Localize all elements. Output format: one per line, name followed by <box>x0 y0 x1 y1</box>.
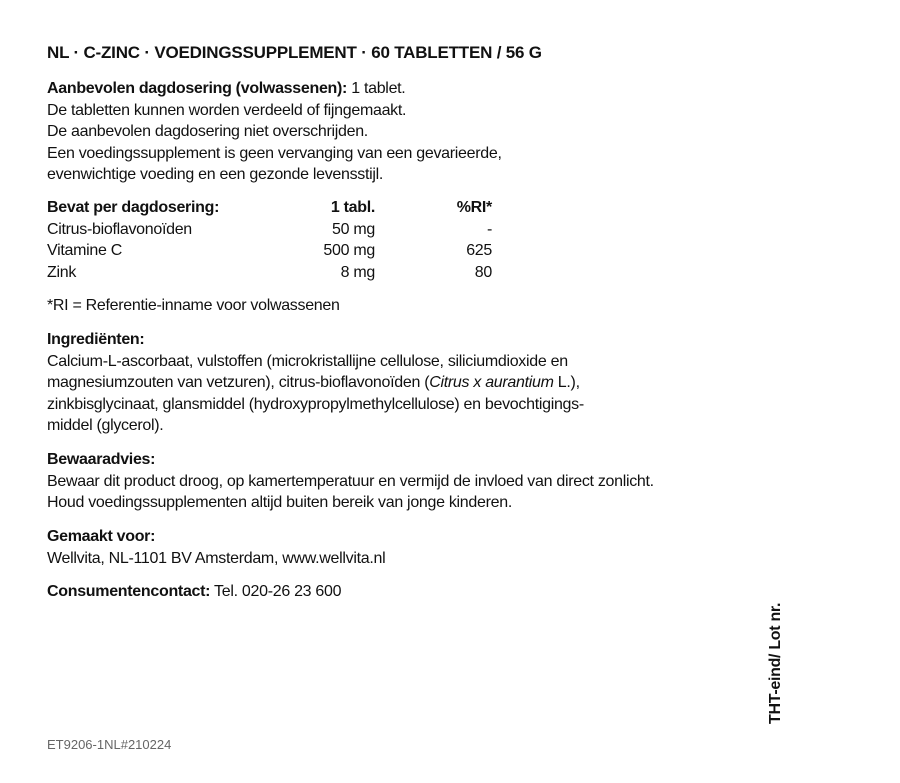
ingredients-line <box>47 372 584 394</box>
ingredients-line: Calcium-L-ascorbaat, vulstoffen (microkristallijne cellulose, siliciumdioxide en <box>47 352 568 370</box>
contact-value: Tel. 020-26 23 600 <box>210 583 342 600</box>
table-cell: - <box>486 220 492 238</box>
dosage-section <box>47 78 502 186</box>
dosage-line: De tabletten kunnen worden verdeeld of fijngemaakt. <box>47 101 407 119</box>
ingredients-title: Ingrediënten: <box>47 331 145 348</box>
table-header: Bevat per dagdosering: <box>47 199 220 216</box>
table-cell: Vitamine C <box>47 242 122 259</box>
table-cell: 500 mg <box>323 242 375 259</box>
dosage-label: Aanbevolen dagdosering (volwassenen): <box>47 80 348 97</box>
ingredients-text: L.), <box>553 374 580 391</box>
storage-title: Bewaaradvies: <box>47 451 156 468</box>
made-for-section <box>47 526 385 569</box>
made-for-text: Wellvita, NL-1101 BV Amsterdam, www.wellvita.nl <box>47 549 386 567</box>
ingredients-text: magnesiumzouten van vetzuren), citrus-bioflavonoïden ( <box>47 374 430 391</box>
made-for-title: Gemaakt voor: <box>47 528 156 545</box>
table-header: 1 tabl. <box>330 199 375 216</box>
table-cell: 80 <box>474 263 492 281</box>
ri-note: *RI = Referentie-inname voor volwassenen <box>47 297 340 314</box>
ingredients-line: middel (glycerol). <box>47 417 164 434</box>
contact-section <box>47 581 341 603</box>
table-cell: 8 mg <box>340 263 375 281</box>
product-header: NL · C-ZINC · VOEDINGSSUPPLEMENT · 60 TABLETTEN / 56 G <box>47 43 542 62</box>
ingredients-line: zinkbisglycinaat, glansmiddel (hydroxypropylmethylcellulose) en bevochtigings- <box>47 395 584 413</box>
dosage-line: evenwichtige voeding en een gezonde levensstijl. <box>47 166 384 183</box>
table-cell: Zink <box>47 263 77 281</box>
article-code: ET9206-1NL#210224 <box>47 737 172 752</box>
storage-section <box>47 449 654 514</box>
dosage-value: 1 tablet. <box>347 80 406 97</box>
table-cell: 625 <box>466 242 492 259</box>
dosage-line: De aanbevolen dagdosering niet overschrijden. <box>47 123 368 140</box>
contact-label: Consumentencontact: <box>47 583 211 600</box>
storage-line: Bewaar dit product droog, op kamertemperatuur en vermijd de invloed van direct zonlicht. <box>47 472 654 490</box>
ingredients-latin-name: Citrus x aurantium <box>429 374 554 391</box>
best-before-lot-label: THT-eind/ Lot nr. <box>767 602 784 724</box>
dosage-line: Een voedingssupplement is geen vervanging van een gevarieerde, <box>47 144 502 162</box>
ingredients-section <box>47 329 584 437</box>
table-cell: 50 mg <box>332 220 375 238</box>
table-cell: Citrus-bioflavonoïden <box>47 220 192 238</box>
storage-line: Houd voedingssupplementen altijd buiten bereik van jonge kinderen. <box>47 494 512 511</box>
table-header: %RI* <box>456 199 492 216</box>
